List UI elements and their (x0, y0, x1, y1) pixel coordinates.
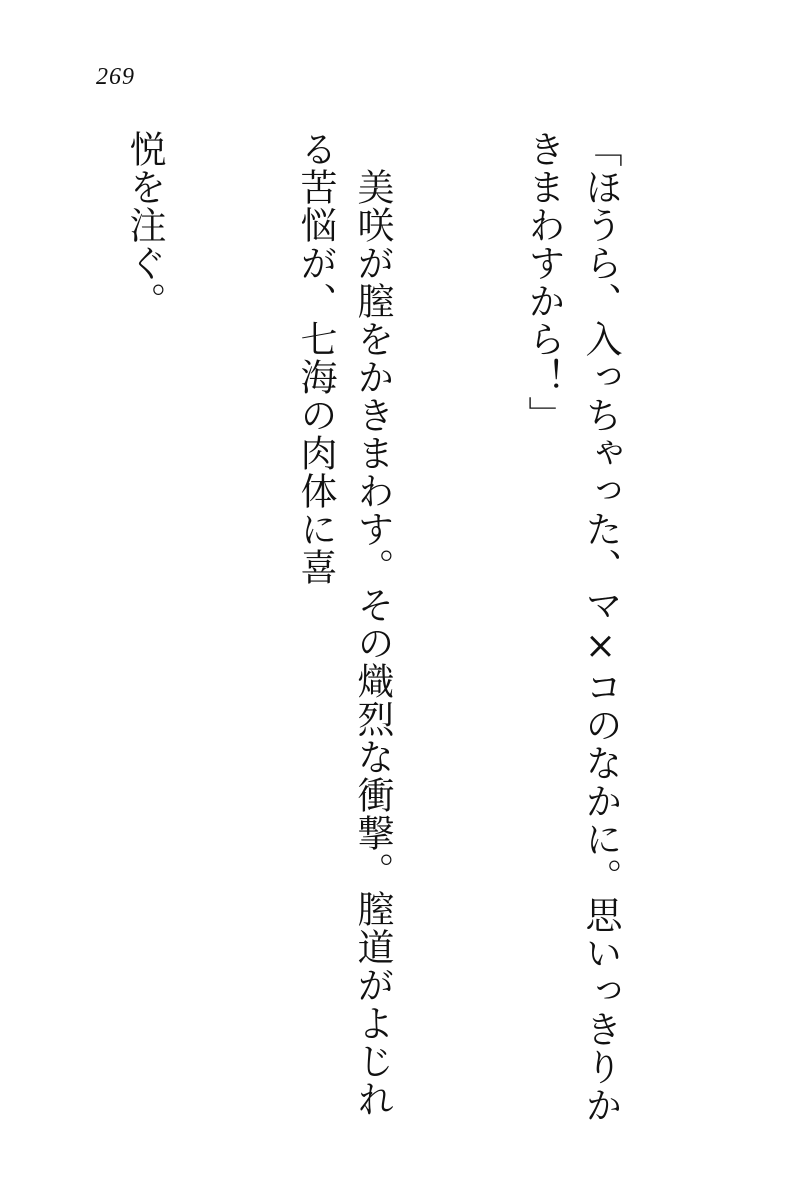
page-number: 269 (96, 64, 135, 90)
text-line: 悦を注ぐ。 (123, 130, 166, 320)
text-line: 「ほうら、入っちゃった、マ×コのなかに。思いっきりかきまわすから！」 (522, 130, 622, 1124)
text-line: 美咲が膣をかきまわす。その熾烈な衝撃。膣道がよじれる苦悩が、七海の肉体に喜 (294, 130, 394, 1118)
vertical-text-block (83, 130, 743, 1140)
text-line (0, 130, 2, 1140)
